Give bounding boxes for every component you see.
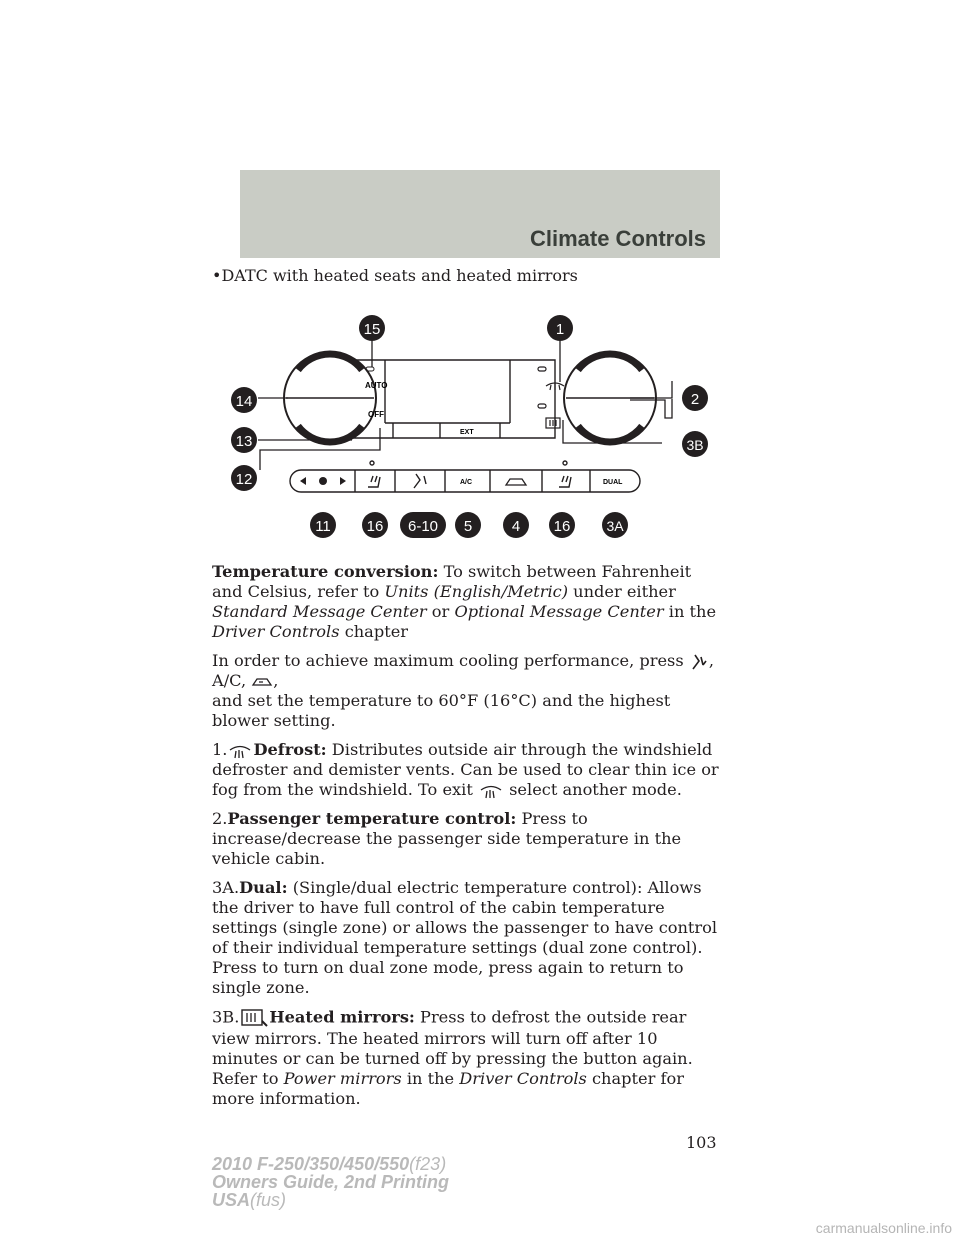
bullet-mark: • xyxy=(212,266,222,285)
callout-13 xyxy=(231,427,257,453)
item-2-number: 2. xyxy=(212,809,228,828)
dual-label: DUAL xyxy=(603,479,623,486)
svg-text:11: 11 xyxy=(315,518,331,535)
temp-conversion-heading: Temperature conversion: xyxy=(212,562,439,581)
recirculation-icon xyxy=(506,479,526,485)
item-2-paragraph xyxy=(212,809,722,869)
item-3b-text-1: Press to defrost the outside rear view mirrors. The heated mirrors will turn off after 10 minutes or can be turned off by pressing the button again. Refer to xyxy=(212,1007,693,1088)
footer-line-3 xyxy=(212,1191,449,1209)
item-3b-text-2: in the xyxy=(401,1069,460,1088)
intro-bullet-line xyxy=(212,266,578,285)
footer-market-code: (fus) xyxy=(250,1190,287,1210)
units-reference: Units (English/Metric) xyxy=(384,582,569,601)
watermark: carmanualsonline.info xyxy=(815,1220,952,1236)
max-ac-icon xyxy=(689,653,709,671)
item-3a-paragraph xyxy=(212,878,722,998)
temperature-conversion-paragraph xyxy=(212,562,722,642)
callout-16-right xyxy=(549,512,575,538)
item-1-text-1: Distributes outside air through the windshield defroster and demister vents. Can be used to clear thin ice or fog from the windshield. To exit xyxy=(212,740,719,799)
callout-6-10 xyxy=(400,512,446,538)
max-ac-icon xyxy=(414,474,426,488)
optional-message-center-reference: Optional Message Center xyxy=(454,602,664,621)
callout-1 xyxy=(547,315,573,341)
footer-model: 2010 F-250/350/450/550 xyxy=(212,1154,410,1174)
chapter-title: Climate Controls xyxy=(529,226,706,251)
chapter-header-box xyxy=(240,170,720,258)
callout-12 xyxy=(231,465,257,491)
item-3b-heading: Heated mirrors: xyxy=(269,1007,415,1027)
callout-2 xyxy=(682,385,708,411)
driver-controls-reference: Driver Controls xyxy=(212,622,340,641)
body-text xyxy=(212,562,722,1118)
driver-temperature-knob xyxy=(284,352,376,444)
svg-text:6-10: 6-10 xyxy=(407,518,439,535)
item-2-text: Press to increase/decrease the passenger side temperature in the vehicle cabin. xyxy=(212,809,682,868)
svg-text:16: 16 xyxy=(366,518,384,535)
temp-conversion-text-5: chapter xyxy=(339,622,409,641)
lower-button-strip xyxy=(290,461,640,492)
item-3a-heading: Dual: xyxy=(239,878,288,897)
max-cooling-text-2: , A/C, xyxy=(212,651,714,690)
callout-3b xyxy=(682,431,708,457)
callout-3a xyxy=(602,512,628,538)
svg-text:4: 4 xyxy=(511,518,521,535)
off-label: OFF xyxy=(368,410,384,419)
heated-mirror-icon xyxy=(239,1007,269,1029)
svg-text:13: 13 xyxy=(235,433,253,450)
item-2-heading: Passenger temperature control: xyxy=(227,809,517,828)
footer xyxy=(212,1155,449,1209)
item-3b-number: 3B. xyxy=(212,1007,240,1027)
ac-label: A/C xyxy=(460,479,473,486)
ext-label: EXT xyxy=(460,429,474,436)
max-cooling-paragraph xyxy=(212,651,722,731)
item-3b-text-3: chapter for more information. xyxy=(212,1069,684,1108)
temp-conversion-text-3: or xyxy=(426,602,455,621)
defrost-icon xyxy=(227,742,253,760)
fan-icon xyxy=(300,477,346,485)
footer-line-2: Owners Guide, 2nd Printing xyxy=(212,1172,450,1192)
svg-text:1: 1 xyxy=(555,321,565,338)
max-cooling-text-1: In order to achieve maximum cooling performance, press xyxy=(212,651,689,670)
power-mirrors-reference: Power mirrors xyxy=(283,1069,402,1088)
item-3a-number: 3A. xyxy=(212,878,240,897)
max-cooling-text-3: , xyxy=(273,671,279,690)
svg-text:14: 14 xyxy=(235,393,253,410)
max-cooling-text-4: and set the temperature to 60°F (16°C) and the highest blower setting. xyxy=(212,691,671,730)
recirculation-icon xyxy=(251,675,273,689)
callout-5 xyxy=(455,512,481,538)
svg-text:12: 12 xyxy=(235,471,253,488)
intro-text: DATC with heated seats and heated mirrors xyxy=(221,266,578,285)
svg-text:3B: 3B xyxy=(686,437,704,453)
svg-text:15: 15 xyxy=(363,321,381,338)
item-3b-paragraph xyxy=(212,1007,722,1109)
item-1-paragraph xyxy=(212,740,722,800)
temp-conversion-text-2: under either xyxy=(568,582,676,601)
auto-off-buttons xyxy=(365,367,474,436)
datc-panel-diagram xyxy=(220,310,720,550)
footer-line-1 xyxy=(212,1155,449,1173)
item-1-text-2: select another mode. xyxy=(503,780,682,799)
callout-15 xyxy=(359,315,385,341)
footer-market: USA xyxy=(212,1190,251,1210)
standard-message-center-reference: Standard Message Center xyxy=(212,602,427,621)
temp-conversion-text-1: To switch between Fahrenheit and Celsius, refer to xyxy=(212,562,692,601)
callout-16-left xyxy=(362,512,388,538)
page-number: 103 xyxy=(686,1133,717,1152)
footer-model-code: (f23) xyxy=(409,1154,447,1174)
auto-label: AUTO xyxy=(365,381,388,390)
callout-11 xyxy=(310,512,336,538)
item-1-number: 1. xyxy=(212,740,228,759)
callout-4 xyxy=(503,512,529,538)
item-3a-text: (Single/dual electric temperature control): Allows the driver to have full control of the cabin temperature settings (single zone) or allows the passenger to have control of their individual temperature settings (dual zone control). Press to turn on dual zone mode, press again to return to single zone. xyxy=(212,878,718,997)
item-1-heading: Defrost: xyxy=(253,740,327,759)
defrost-icon xyxy=(478,782,504,800)
svg-text:3A: 3A xyxy=(606,518,624,534)
svg-text:5: 5 xyxy=(463,518,473,535)
svg-text:2: 2 xyxy=(690,391,700,408)
callout-14 xyxy=(231,387,257,413)
svg-text:16: 16 xyxy=(553,518,571,535)
temp-conversion-text-4: in the xyxy=(663,602,717,621)
rear-defrost-icon xyxy=(538,404,560,428)
driver-controls-reference: Driver Controls xyxy=(459,1069,587,1088)
